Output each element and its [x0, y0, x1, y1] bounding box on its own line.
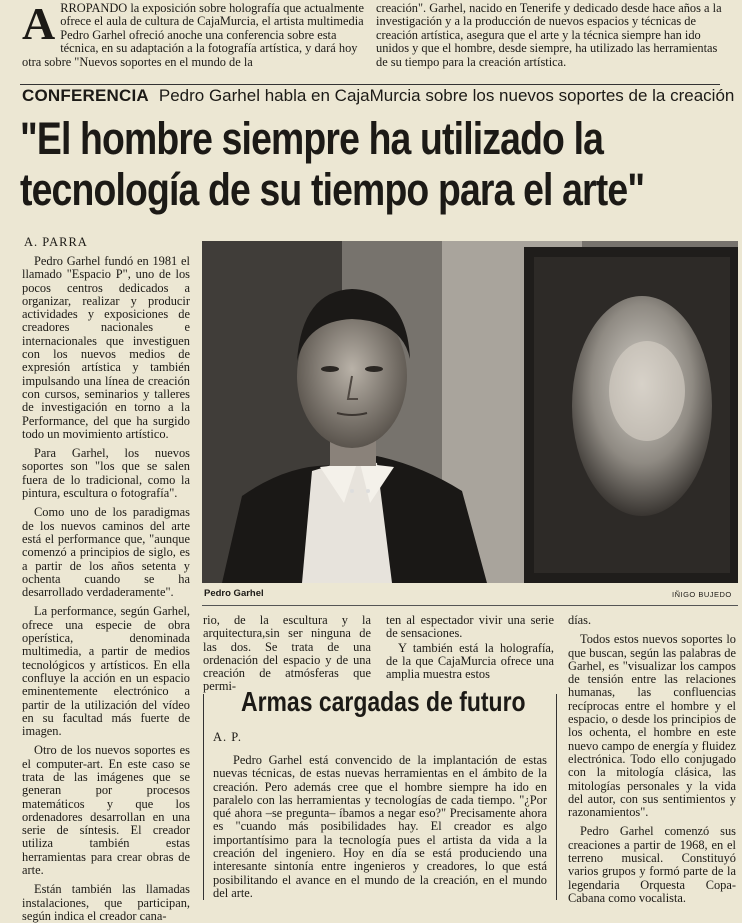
section-kicker: CONFERENCIA — [22, 86, 149, 105]
header-rule — [20, 84, 720, 85]
photo-credit: IÑIGO BUJEDO — [672, 590, 732, 599]
paragraph: Pedro Garhel fundó en 1981 el llamado "Espacio P", uno de los pocos centros dedicados a organizar, realizar y producir actividades y exposiciones de creadores nacionales e internacionales que investiguen con los nuevos medios de expresión artística y también impulsando una línea de creación con cursos, seminarios y talleres de investigación en torno a la Performance, del que ha surgido todo un movimiento artístico. — [22, 254, 190, 441]
article-column-3 — [386, 614, 554, 687]
photo-illustration — [202, 241, 738, 583]
sidebar-title: Armas cargadas de futuro — [241, 686, 526, 717]
photo-caption: Pedro Garhel — [204, 588, 264, 599]
headline — [20, 113, 740, 215]
paragraph: Y también está la holografía, de la que CajaMurcia ofrece una amplia muestra estos — [386, 640, 554, 682]
sidebar-box — [203, 680, 557, 900]
sidebar-paragraph: Pedro Garhel está convencido de la implantación de estas nuevas técnicas, de estas nuevas herramientas en el ámbito de la creación. Pero además cree que el hombre siempre ha ido en paralelo con las herramientas y tecnologías de cada tiempo. "¿Por qué ahora –se pregunta– íbamos a negar eso?" Precisamente ahora es "cuando más posibilidades hay. El creador es algo importantísimo para la tecnología pues el artista da vida a la creación del ingeniero. Hoy en día se está produciendo una interesante sintonía entre ingenieros y creadores, lo que está posibilitando el avance en el mundo de la creación, en el mundo del arte. — [213, 753, 547, 900]
intro-column-1 — [22, 2, 369, 69]
intro-text-1: RROPANDO la exposición sobre holografía que actualmente ofrece el aula de cultura de CajaMurcia, el artista multimedia Pedro Garhel ofreció anoche una conferencia sobre esta técnica, en su adaptación a la fotografía artística, y dará hoy otra sobre "Nuevos soportes en el mundo de la — [22, 1, 364, 69]
paragraph: Todos estos nuevos soportes lo que buscan, según las palabras de Garhel, es "visualizar los campos de tensión entre las relaciones humanas, las confluencias recíprocas entre el hombre y el espacio, o desde los principios de los ochenta, el hombre en este nuevo campo de energía y fluidez electrónica. Todo ello conjugado con la mitología clásica, las mitologías personales y la vida del autor, con sus sentimientos y razonamientos". — [568, 632, 736, 820]
article-column-1 — [22, 254, 190, 923]
sidebar-byline: A. P. — [213, 730, 242, 744]
intro-column-2 — [376, 2, 728, 69]
section-header — [22, 86, 735, 106]
sidebar-text — [213, 754, 547, 900]
caption-rule — [202, 605, 738, 606]
sidebar-border-right — [556, 694, 557, 900]
paragraph: Otro de los nuevos soportes es el computer-art. En este caso se trata de las imágenes que se generan por procesos matemáticos y que los ordenadores desarrollan en una serie de síntesis. El creador utiliza también estas herramientas para crear obras de arte. — [22, 743, 190, 878]
headline-line-1: "El hombre siempre ha utilizado la — [20, 113, 604, 164]
headline-line-2: tecnología de su tiempo para el arte" — [20, 164, 645, 215]
paragraph: La performance, según Garhel, ofrece una especie de obra operística, denominada multimedia, a partir de medios tecnológicos y artísticos. En ella confluye la acción en un espacio eminentemente electrónico a partir de la utilización del vídeo en su facultad más fuerte de imagen. — [22, 604, 190, 739]
drop-cap: A — [22, 0, 56, 49]
paragraph: Están también las llamadas instalaciones, que participan, según indica el creador cana- — [22, 882, 190, 923]
section-subhead: Pedro Garhel habla en CajaMurcia sobre los nuevos soportes de la creación — [158, 86, 735, 105]
sidebar-border-left — [203, 694, 204, 900]
paragraph: días. — [568, 613, 592, 627]
paragraph: Como uno de los paradigmas de los nuevos caminos del arte está el performance que, "aunque comenzó a principios de siglo, es a partir de los años setenta y ochenta cuando se ha desarrollado verdaderamente". — [22, 505, 190, 600]
paragraph: Pedro Garhel comenzó sus creaciones a partir de 1968, en el terreno musical. Constituyó varios grupos y formó parte de la legendaria Orquesta Copa-Cabana como vocalista. — [568, 824, 736, 905]
portrait-photo — [202, 241, 738, 583]
paragraph: rio, de la escultura y la arquitectura,sin ser ninguna de las dos. Se trata de una ordenación del espacio y de una creación de atmósferas que permi- — [203, 613, 371, 694]
paragraph: ten al espectador vivir una serie de sensaciones. — [386, 613, 554, 641]
paragraph: Para Garhel, los nuevos soportes son "los que se salen fuera de lo tradicional, como la pintura, escultura o fotografía". — [22, 446, 190, 501]
byline: A. PARRA — [24, 235, 88, 249]
intro-text-2: creación". Garhel, nacido en Tenerife y dedicado desde hace años a la investigación y a la producción de nuevos espacios y técnicas de creación artística, asegura que el arte y la técnica siempre han ido unidos y que el hombre, desde siempre, ha utilizado las herramientas de su tiempo para la creación artística. — [376, 1, 722, 69]
article-column-4 — [568, 613, 736, 905]
